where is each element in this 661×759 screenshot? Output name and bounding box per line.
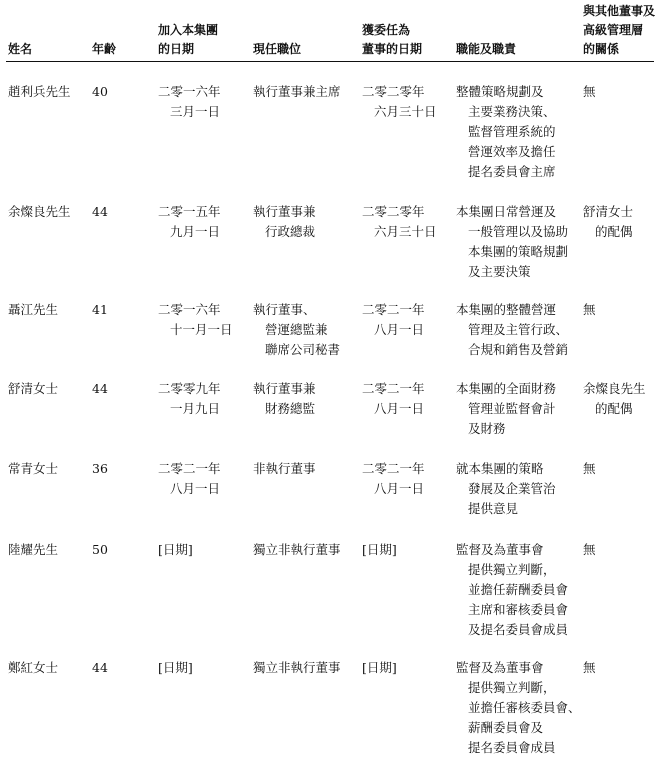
cell-relationship: 無 [583, 461, 596, 476]
cell-name: 陸耀先生 [8, 542, 59, 557]
cell-name: 余燦良先生 [8, 204, 71, 219]
cell-position: 執行董事兼 財務總監 [253, 381, 316, 416]
header-name: 姓名 [8, 42, 33, 56]
cell-name: 常青女士 [8, 461, 59, 476]
cell-relationship: 無 [583, 542, 596, 557]
cell-age: 50 [92, 542, 108, 557]
cell-name: 趙利兵先生 [8, 84, 71, 99]
cell-appointment: [日期] [362, 542, 397, 557]
cell-join: 二零一五年 九月一日 [158, 204, 221, 239]
cell-appointment: 二零二一年 八月一日 [362, 302, 425, 337]
header-age: 年齡 [92, 42, 117, 56]
cell-relationship: 舒清女士 的配偶 [583, 204, 634, 239]
cell-position: 執行董事兼主席 [253, 84, 341, 99]
cell-join: 二零一六年 十一月一日 [158, 302, 233, 337]
cell-duties: 本集團的整體營運 管理及主管行政、 合規和銷售及營銷 [456, 302, 569, 357]
cell-position: 獨立非執行董事 [253, 660, 341, 675]
cell-appointment: 二零二一年 八月一日 [362, 461, 425, 496]
cell-name: 鄭紅女士 [8, 660, 59, 675]
cell-duties: 本集團日常營運及 一般管理以及協助 本集團的策略規劃 及主要決策 [456, 204, 569, 279]
cell-relationship: 余燦良先生 的配偶 [583, 381, 646, 416]
cell-join: [日期] [158, 660, 193, 675]
cell-age: 44 [92, 204, 108, 219]
header-position: 現任職位 [253, 42, 302, 56]
cell-relationship: 無 [583, 84, 596, 99]
cell-appointment: [日期] [362, 660, 397, 675]
header-join-date: 加入本集團 的日期 [158, 23, 219, 56]
cell-duties: 整體策略規劃及 主要業務決策、 監督管理系統的 營運效率及擔任 提名委員會主席 [456, 84, 556, 179]
header-relationship: 與其他董事及 高級管理層 的關係 [583, 4, 656, 56]
cell-relationship: 無 [583, 302, 596, 317]
cell-join: 二零二一年 八月一日 [158, 461, 221, 496]
header-appointment-date: 獲委任為 董事的日期 [362, 23, 423, 56]
cell-position: 獨立非執行董事 [253, 542, 341, 557]
cell-age: 36 [92, 461, 108, 476]
cell-join: 二零零九年 一月九日 [158, 381, 221, 416]
cell-join: 二零一六年 三月一日 [158, 84, 221, 119]
cell-duties: 本集團的全面財務 管理並監督會計 及財務 [456, 381, 557, 436]
cell-position: 執行董事、 營運總監兼 聯席公司秘書 [253, 302, 341, 357]
cell-name: 聶江先生 [8, 302, 59, 317]
header-duties: 職能及職責 [456, 42, 517, 56]
cell-age: 44 [92, 660, 108, 675]
cell-age: 44 [92, 381, 108, 396]
cell-name: 舒清女士 [8, 381, 59, 396]
cell-position: 非執行董事 [253, 461, 316, 476]
cell-appointment: 二零二零年 六月三十日 [362, 204, 437, 239]
cell-duties: 監督及為董事會 提供獨立判斷， 並擔任審核委員會、 薪酬委員會及 提名委員會成員 [456, 660, 581, 755]
header-rule [6, 61, 654, 62]
cell-age: 40 [92, 84, 108, 99]
cell-join: [日期] [158, 542, 193, 557]
cell-age: 41 [92, 302, 108, 317]
cell-duties: 監督及為董事會 提供獨立判斷， 並擔任薪酬委員會 主席和審核委員會 及提名委員會成員 [456, 542, 569, 637]
cell-position: 執行董事兼 行政總裁 [253, 204, 316, 239]
cell-relationship: 無 [583, 660, 596, 675]
cell-appointment: 二零二一年 八月一日 [362, 381, 425, 416]
cell-appointment: 二零二零年 六月三十日 [362, 84, 437, 119]
cell-duties: 就本集團的策略 發展及企業管治 提供意見 [456, 461, 556, 516]
